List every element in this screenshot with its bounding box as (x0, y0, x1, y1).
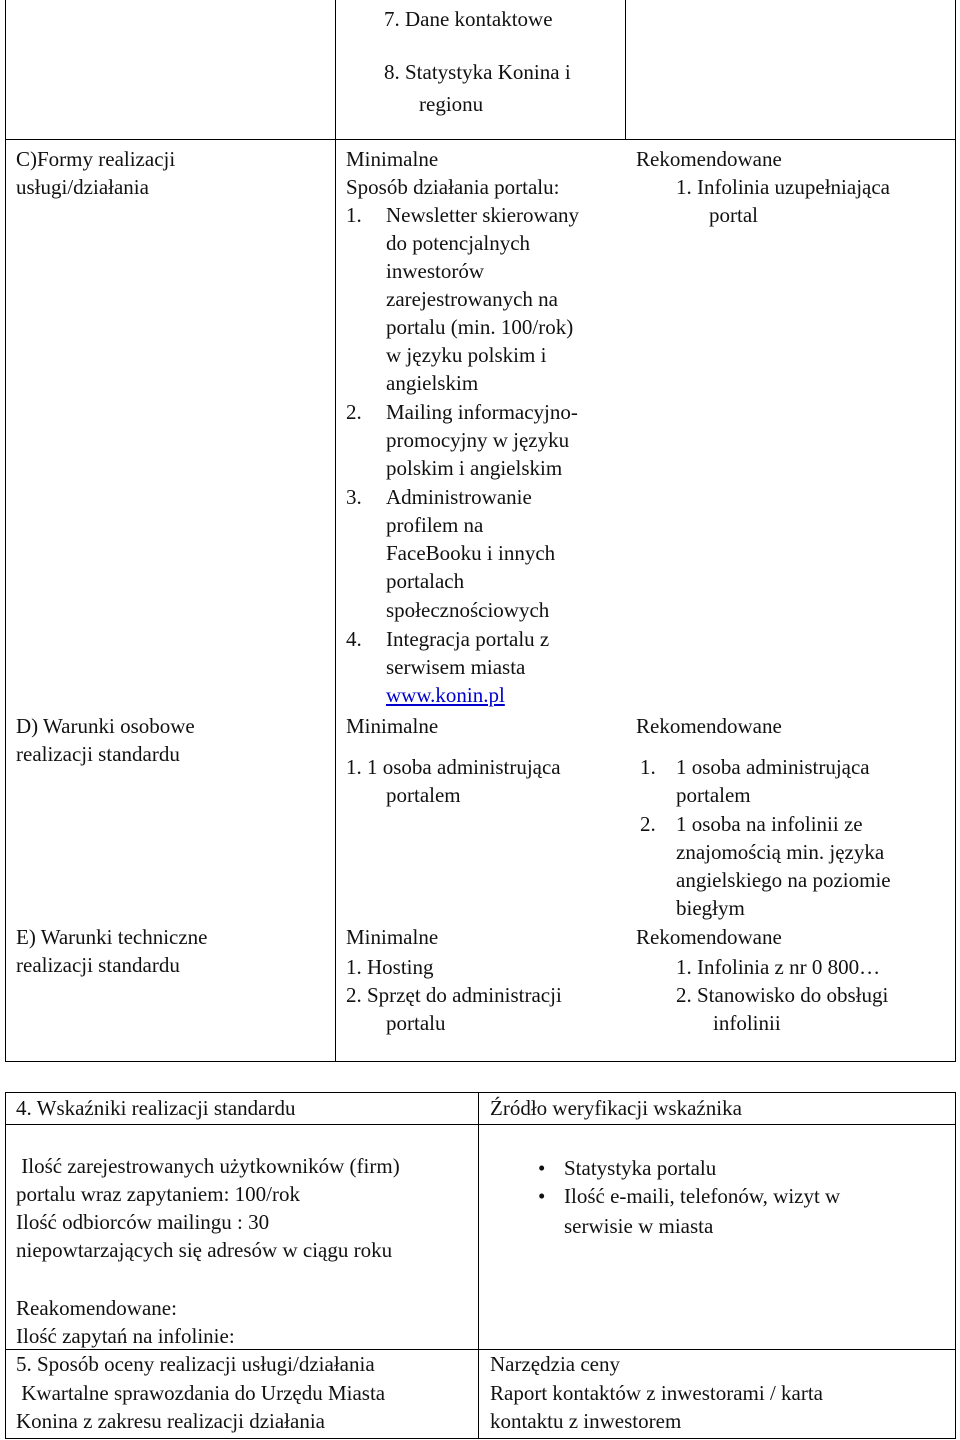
verification-list (524, 1154, 840, 1210)
row-label-e: E) Warunki techniczne (16, 925, 208, 949)
section5-header-left: 5. Sposób oceny realizacji usługi/działania (16, 1352, 375, 1376)
min-item-4-num: 4. (346, 627, 362, 651)
min-item-3-line: FaceBooku i innych (386, 541, 556, 565)
min-item-3-num: 3. (346, 485, 362, 509)
row-label-c: C)Formy realizacji (16, 147, 176, 171)
min-item-1-line: angielskim (386, 371, 479, 395)
section4-header-left: 4. Wskaźniki realizacji standardu (16, 1096, 296, 1120)
min-item-2-num: 2. (346, 400, 362, 424)
list-item-dane-kontaktowe: 7. Dane kontaktowe (384, 7, 553, 31)
min-item-hosting: 1. Hosting (346, 955, 434, 979)
list-item-statystyka: 8. Statystyka Konina i (384, 60, 571, 84)
lower-table-bottom-border (5, 1438, 956, 1439)
list-item-statystyka-cont: regionu (419, 92, 484, 116)
indicator-line: Ilość zarejestrowanych użytkowników (firm) (16, 1154, 400, 1178)
list-item-cont: serwisie w miasta (564, 1214, 714, 1238)
rec-item-stanowisko-cont: infolinii (713, 1011, 781, 1035)
tools-text: Raport kontaktów z inwestorami / karta (490, 1381, 823, 1405)
row-label-d: D) Warunki osobowe (16, 714, 195, 738)
min-item-1-line: do potencjalnych (386, 231, 531, 255)
lower-table-header-divider (5, 1124, 956, 1125)
rec-item-2-line: angielskiego na poziomie (676, 868, 891, 892)
min-item-4-line: Integracja portalu z (386, 627, 550, 651)
list-item: • Ilość e-maili, telefonów, wizyt w (524, 1182, 840, 1210)
min-item-2-line: promocyjny w języku (386, 428, 570, 452)
min-item-4-line: serwisem miasta (386, 655, 526, 679)
min-item-sprzet: 2. Sprzęt do administracji (346, 983, 562, 1007)
min-item-1-line: inwestorów (386, 259, 484, 283)
section5-header-right: Narzędzia ceny (490, 1352, 620, 1376)
table-bottom-border (5, 1061, 956, 1062)
min-item-2-line: Mailing informacyjno- (386, 400, 578, 424)
recommended-indicator: Ilość zapytań na infolinie: (16, 1324, 235, 1348)
rec-item-2-line: 1 osoba na infolinii ze (676, 812, 863, 836)
rec-item-2-num: 2. (640, 812, 656, 836)
row-label-d-cont: realizacji standardu (16, 742, 180, 766)
lower-table-left-border (5, 1092, 6, 1439)
min-item-3-line: społecznościowych (386, 598, 550, 622)
lower-table-top-border (5, 1092, 956, 1093)
section4-header-right: Źródło weryfikacji wskaźnika (490, 1096, 742, 1120)
min-item-admin: 1. 1 osoba administrująca (346, 755, 561, 779)
table-col1-divider (335, 0, 336, 1062)
min-item-1-line: portalu (min. 100/rok) (386, 315, 574, 339)
minimal-header: Minimalne (346, 147, 439, 171)
min-item-1-line: w języku polskim i (386, 343, 547, 367)
recommended-header: Rekomendowane (636, 925, 782, 949)
minimal-header: Minimalne (346, 714, 439, 738)
min-item-sprzet-cont: portalu (386, 1011, 446, 1035)
table-left-border (5, 0, 6, 1062)
min-item-2-line: polskim i angielskim (386, 456, 563, 480)
rec-item-stanowisko: 2. Stanowisko do obsługi (676, 983, 889, 1007)
rec-item-2-line: biegłym (676, 896, 745, 920)
rec-item-1-line: 1 osoba administrująca (676, 755, 870, 779)
row-label-e-cont: realizacji standardu (16, 953, 180, 977)
min-item-3-line: portalach (386, 569, 465, 593)
indicator-line: niepowtarzających się adresów w ciągu roku (16, 1238, 393, 1262)
rec-item-infolinia-cont: portal (709, 203, 758, 227)
rec-item-1-num: 1. (640, 755, 656, 779)
indicator-line: Ilość odbiorców mailingu : 30 (16, 1210, 270, 1234)
rec-item-infolinia: 1. Infolinia uzupełniająca (676, 175, 890, 199)
recommended-header: Rekomendowane (636, 714, 782, 738)
rec-item-infolinia-nr: 1. Infolinia z nr 0 800… (676, 955, 881, 979)
min-item-1-num: 1. (346, 203, 362, 227)
min-item-3-line: profilem na (386, 513, 484, 537)
evaluation-text: Kwartalne sprawozdania do Urzędu Miasta (16, 1381, 386, 1405)
rec-item-1-line: portalem (676, 783, 751, 807)
minimal-header: Minimalne (346, 925, 439, 949)
list-item: • Statystyka portalu (524, 1154, 840, 1182)
min-item-1-line: zarejestrowanych na (386, 287, 558, 311)
minimal-intro: Sposób działania portalu: (346, 175, 560, 199)
evaluation-text-cont: Konina z zakresu realizacji działania (16, 1409, 325, 1433)
lower-table-col-divider (478, 1092, 479, 1439)
recommended-indicator-label: Reakomendowane: (16, 1296, 177, 1320)
tools-text-cont: kontaktu z inwestorem (490, 1409, 682, 1433)
table-right-border (955, 0, 956, 1062)
min-item-1-line: Newsletter skierowany (386, 203, 580, 227)
indicator-line: portalu wraz zapytaniem: 100/rok (16, 1182, 300, 1206)
konin-link[interactable]: www.konin.pl (386, 683, 505, 707)
rec-item-2-line: znajomością min. języka (676, 840, 885, 864)
lower-table-right-border (955, 1092, 956, 1439)
table-row-divider (5, 139, 956, 140)
min-item-admin-cont: portalem (386, 783, 461, 807)
row-label-c-cont: usługi/działania (16, 175, 149, 199)
min-item-3-line: Administrowanie (386, 485, 532, 509)
table-col2-divider (625, 0, 626, 140)
recommended-header: Rekomendowane (636, 147, 782, 171)
